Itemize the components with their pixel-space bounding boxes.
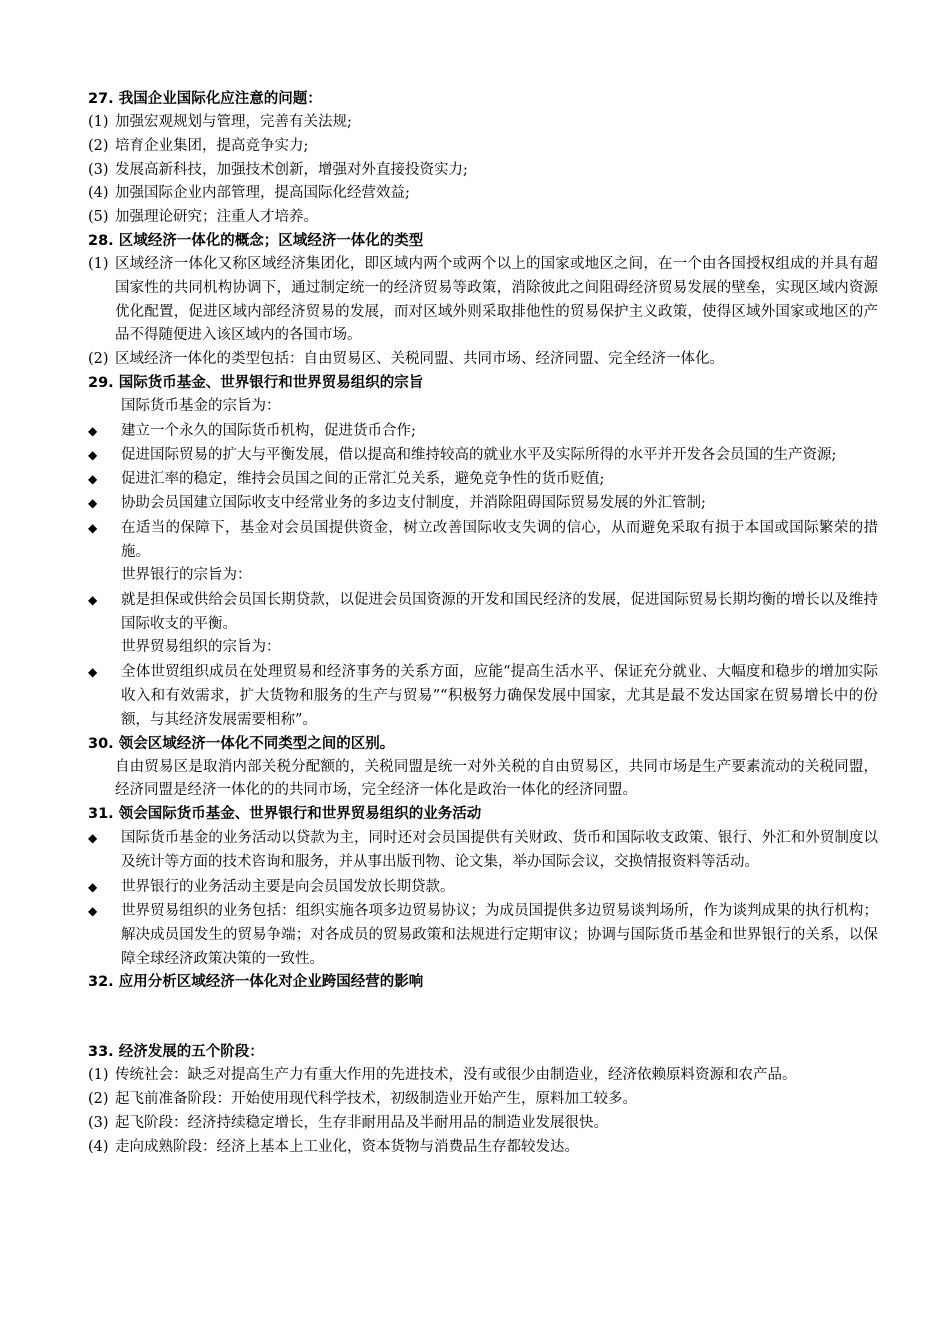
item-number: (4) [88, 1138, 109, 1155]
s31-bullet-3 [88, 899, 878, 972]
s33-item-1 [88, 1064, 878, 1088]
item-text: 传统社会：缺乏对提高生产力有重大作用的先进技术，没有或很少由制造业，经济依赖原料资源和农产品。 [115, 1067, 797, 1084]
item-number: (2) [88, 137, 109, 154]
item-text: 区域经济一体化的类型包括：自由贸易区、关税同盟、共同市场、经济同盟、完全经济一体化。 [115, 351, 724, 368]
section-29-title: 29. 国际货币基金、世界银行和世界贸易组织的宗旨 [88, 374, 424, 391]
diamond-bullet-icon: ◆ [88, 592, 98, 607]
bullet-text: 就是担保或供给会员国长期贷款，以促进会员国资源的开发和国民经济的发展，促进国际贸易长期均衡的增长以及维持国际收支的平衡。 [121, 591, 878, 632]
s31-bullet-2 [88, 875, 878, 899]
item-text: 加强国际企业内部管理，提高国际化经营效益; [115, 185, 410, 202]
item-text: 起飞前准备阶段：开始使用现代科学技术，初级制造业开始产生，原料加工较多。 [115, 1091, 637, 1108]
section-28-title: 28. 区域经济一体化的概念；区域经济一体化的类型 [88, 232, 424, 249]
diamond-bullet-icon: ◆ [88, 664, 98, 679]
imf-bullet-5 [88, 516, 878, 564]
s27-item-3 [88, 159, 878, 183]
bullet-text: 建立一个永久的国际货币机构，促进货币合作; [121, 422, 416, 439]
item-number: (2) [88, 1091, 109, 1108]
item-number: (3) [88, 161, 109, 178]
bullet-text: 在适当的保障下，基金对会员国提供资金，树立改善国际收支失调的信心，从而避免采取有损于本国或国际繁荣的措施。 [121, 519, 878, 560]
item-number: (1) [88, 1067, 109, 1084]
item-number: (3) [88, 1115, 109, 1131]
diamond-bullet-icon: ◆ [88, 472, 98, 487]
item-number: (2) [88, 351, 109, 368]
item-text: 起飞阶段：经济持续稳定增长，生存非耐用品及半耐用品的制造业发展很快。 [115, 1115, 608, 1131]
diamond-bullet-icon: ◆ [88, 879, 98, 894]
item-text: 发展高新科技，加强技术创新，增强对外直接投资实力; [115, 161, 468, 178]
bullet-text: 世界银行的业务活动主要是向会员国发放长期贷款。 [121, 878, 455, 895]
s27-item-5 [88, 206, 878, 230]
diamond-bullet-icon: ◆ [88, 520, 98, 535]
s27-item-2 [88, 135, 878, 159]
wb-intro: 世界银行的宗旨为： [121, 566, 252, 583]
s30-paragraph: 自由贸易区是取消内部关税分配额的，关税同盟是统一对外关税的自由贸易区，共同市场是生产要素流动的关税同盟，经济同盟是经济一体化的的共同市场，完全经济一体化是政治一体化的经济同盟。 [115, 758, 878, 799]
s33-item-2 [88, 1088, 878, 1112]
diamond-bullet-icon: ◆ [88, 831, 98, 846]
section-31-title: 31. 领会国际货币基金、世界银行和世界贸易组织的业务活动 [88, 806, 482, 823]
s33-item-4 [88, 1136, 878, 1160]
item-number: (4) [88, 185, 109, 202]
imf-intro: 国际货币基金的宗旨为： [121, 397, 281, 414]
document-content [88, 88, 878, 1160]
s33-item-3 [88, 1112, 878, 1136]
bullet-text: 协助会员国建立国际收支中经常业务的多边支付制度，并消除阻碍国际贸易发展的外汇管制; [121, 495, 706, 512]
item-text: 走向成熟阶段：经济上基本上工业化，资本货物与消费品生存都较发达。 [115, 1138, 579, 1155]
item-text: 加强宏观规划与管理，完善有关法规; [115, 114, 352, 130]
item-number: (1) [88, 114, 109, 130]
blank-space [88, 994, 878, 1041]
imf-bullet-1 [88, 419, 878, 443]
item-text: 区域经济一体化又称区域经济集团化，即区域内两个或两个以上的国家或地区之间，在一个由各国授权组成的并具有超国家性的共同机构协调下，通过制定统一的经济贸易等政策，消除彼此之间阻碍经济贸易发展的壁垒，实现区域内资源优化配置，促进区域内部经济贸易的发展，而对区域外则采取排他性的贸易保护主义政策，使得区域外国家或地区的产品不得随便进入该区域内的各国市场。 [115, 255, 878, 344]
section-27-title: 27. 我国企业国际化应注意的问题： [88, 91, 322, 107]
bullet-text: 国际货币基金的业务活动以贷款为主，同时还对会员国提供有关财政、货币和国际收支政策、银行、外汇和外贸制度以及统计等方面的技术咨询和服务，并从事出版刊物、论文集，举办国际会议，交换情报资料等活动。 [121, 830, 878, 871]
diamond-bullet-icon: ◆ [88, 903, 98, 918]
item-number: (1) [88, 255, 109, 272]
bullet-text: 全体世贸组织成员在处理贸易和经济事务的关系方面，应能“提高生活水平、保证充分就业、大幅度和稳步的增加实际收入和有效需求，扩大货物和服务的生产与贸易”“积极努力确保发展中国家，尤其是最不发达国家在贸易增长中的份额，与其经济发展需要相称”。 [121, 663, 878, 729]
imf-bullet-4 [88, 491, 878, 515]
s27-item-4 [88, 182, 878, 206]
item-text: 培育企业集团，提高竞争实力; [115, 137, 309, 154]
section-32-title: 32. 应用分析区域经济一体化对企业跨国经营的影响 [88, 974, 424, 991]
s28-item-1 [88, 253, 878, 348]
diamond-bullet-icon: ◆ [88, 447, 98, 462]
s31-bullet-1 [88, 826, 878, 874]
diamond-bullet-icon: ◆ [88, 496, 98, 511]
bullet-text: 促进国际贸易的扩大与平衡发展，借以提高和维持较高的就业水平及实际所得的水平并开发各会员国的生产资源; [121, 446, 837, 463]
item-number: (5) [88, 209, 109, 226]
bullet-text: 促进汇率的稳定，维持会员国之间的正常汇兑关系，避免竞争性的货币贬值; [121, 471, 605, 488]
item-text: 加强理论研究；注重人才培养。 [115, 209, 318, 226]
wto-bullet-1 [88, 660, 878, 733]
section-33-title: 33. 经济发展的五个阶段： [88, 1044, 264, 1061]
diamond-bullet-icon: ◆ [88, 423, 98, 438]
imf-bullet-2 [88, 443, 878, 467]
section-30-title: 30. 领会区域经济一体化不同类型之间的区别。 [88, 735, 395, 752]
wb-bullet-1 [88, 588, 878, 636]
s27-item-1 [88, 111, 878, 135]
bullet-text: 世界贸易组织的业务包括：组织实施各项多边贸易协议；为成员国提供多边贸易谈判场所，作为谈判成果的执行机构；解决成员国发生的贸易争端；对各成员的贸易政策和法规进行定期审议；协调与国际货币基金和世界银行的关系，以保障全球经济政策决策的一致性。 [121, 902, 878, 968]
s28-item-2 [88, 348, 878, 372]
imf-bullet-3 [88, 467, 878, 491]
wto-intro: 世界贸易组织的宗旨为： [121, 639, 281, 656]
